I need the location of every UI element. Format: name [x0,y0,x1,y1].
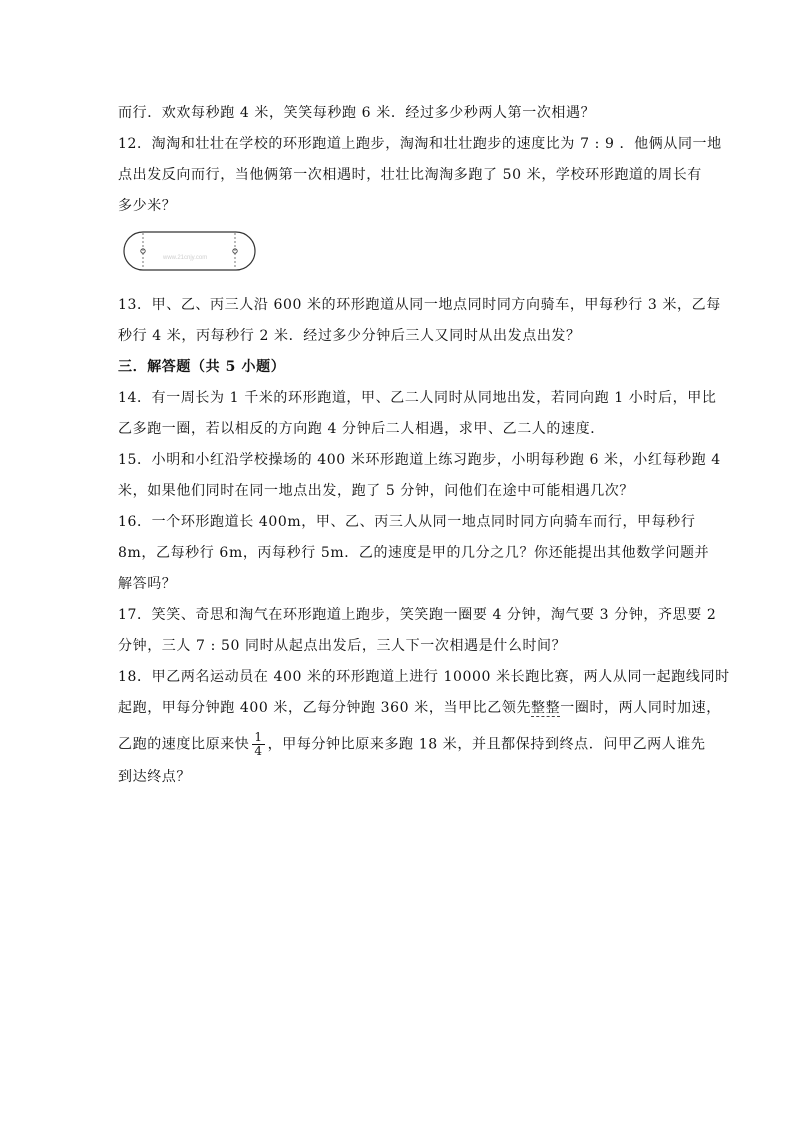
question-16-line-3: 解答吗？ [118,576,177,592]
question-12-line-3: 多少米？ [118,198,177,214]
question-12-line-2: 点出发反向而行，当他俩第一次相遇时，壮壮比淘淘多跑了 50 米，学校环形跑道的周长有 [118,167,702,183]
question-12-line-1: 12．淘淘和壮壮在学校的环形跑道上跑步，淘淘和壮壮跑步的速度比为 7 : 9 ．他俩从同一地 [118,136,722,152]
question-13-line-2: 秒行 4 米，丙每秒行 2 米．经过多少分钟后三人又同时从出发点出发？ [118,328,581,344]
question-13-line-1: 13．甲、乙、丙三人沿 600 米的环形跑道从同一地点同时同方向骑车，甲每秒行 3 米，乙每 [118,297,721,313]
question-18-emphasis: 整整 [531,700,561,716]
fraction-numerator: 1 [254,730,263,744]
question-18-line-2 [118,698,721,718]
question-16-line-2: 8m，乙每秒行 6m，丙每秒行 5m．乙的速度是甲的几分之几？你还能提出其他数学问题并 [118,545,710,561]
question-18-line-4: 到达终点？ [118,769,191,785]
track-diagram [123,231,256,271]
question-15-line-1: 15．小明和小红沿学校操场的 400 米环形跑道上练习跑步，小明每秒跑 6 米，小红每秒跑 4 [118,452,721,468]
question-17-line-1: 17．笑笑、奇思和淘气在环形跑道上跑步，笑笑跑一圈要 4 分钟，淘气要 3 分钟，齐思要 2 [118,607,717,623]
question-16-line-1: 16．一个环形跑道长 400m，甲、乙、丙三人从同一地点同时同方向骑车而行，甲每秒行 [118,514,696,530]
question-18-line-3-start: 乙跑的速度比原来快 [118,736,250,753]
question-17-line-2: 分钟，三人 7 : 50 同时从起点出发后，三人下一次相遇是什么时间？ [118,638,567,654]
question-18-line-3 [118,731,706,758]
question-18-line-3-end: ，甲每分钟比原来多跑 18 米，并且都保持到终点．问甲乙两人谁先 [267,736,706,753]
fraction-denominator: 4 [254,744,263,758]
question-15-line-2: 米，如果他们同时在同一地点出发，跑了 5 分钟，问他们在途中可能相遇几次？ [118,483,635,499]
question-18-line-1: 18．甲乙两名运动员在 400 米的环形跑道上进行 10000 米长跑比赛，两人从同一起跑线同时 [118,669,730,685]
question-14-line-2: 乙多跑一圈，若以相反的方向跑 4 分钟后二人相遇，求甲、乙二人的速度． [118,421,605,437]
running-track-figure [123,231,256,271]
question-14-line-1: 14．有一周长为 1 千米的环形跑道，甲、乙二人同时从同地出发，若同向跑 1 小时后，甲比 [118,390,717,406]
question-18-line-2-end: 一圈时，两人同时加速， [560,700,721,716]
track-watermark: www.21cnjy.com [163,255,208,261]
section-3-title: 三．解答题（共 5 小题） [118,359,286,375]
question-18-line-2-start: 起跑，甲每分钟跑 400 米，乙每分钟跑 360 米，当甲比乙领先 [118,700,532,716]
text-line-q11-end: 而行．欢欢每秒跑 4 米，笑笑每秒跑 6 米．经过多少秒两人第一次相遇？ [118,105,596,121]
fraction-one-quarter [252,731,264,758]
